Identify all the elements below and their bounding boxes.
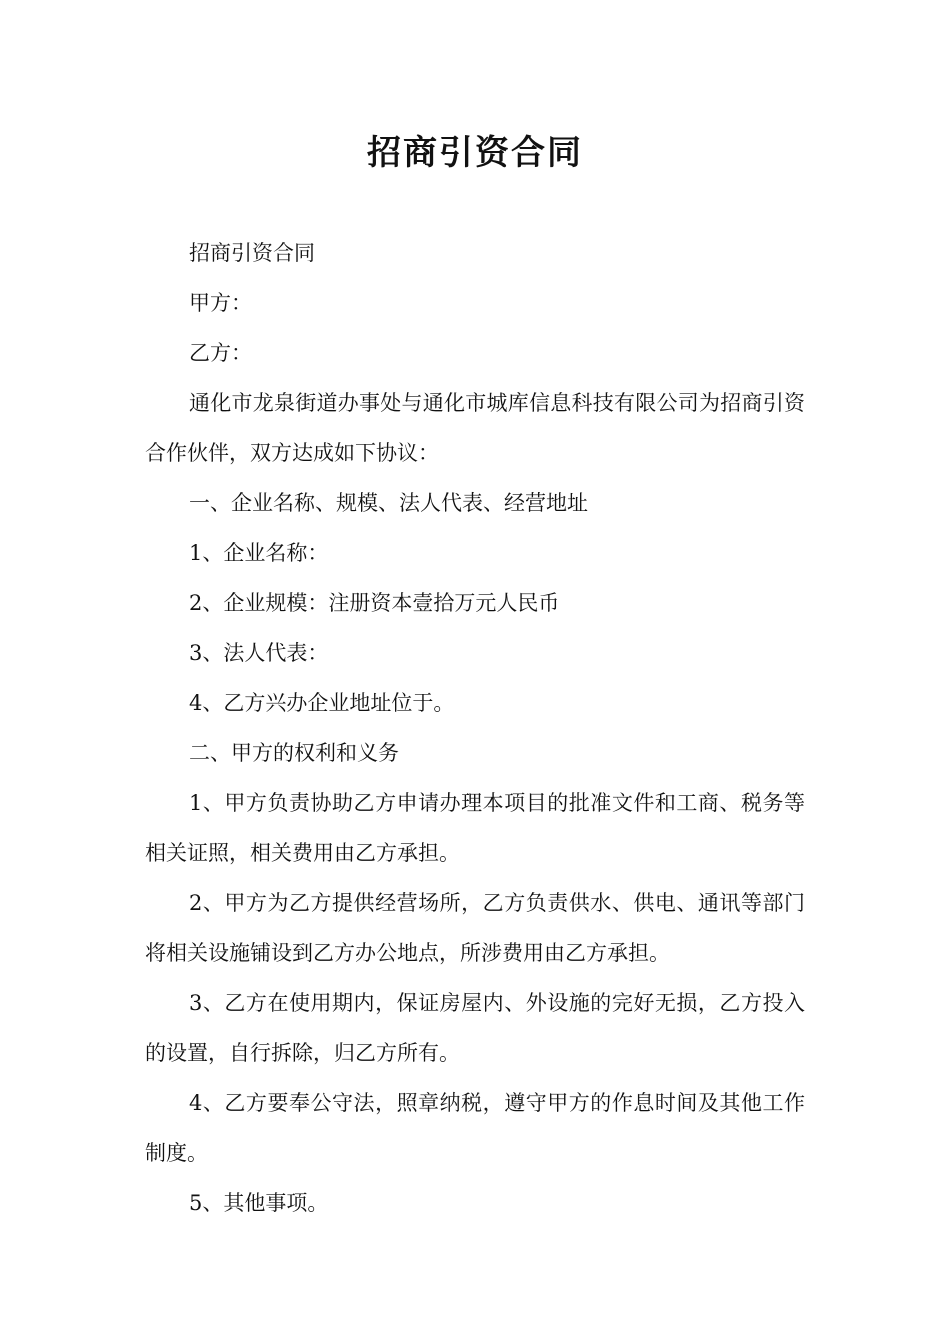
clause-2-1: 1、甲方负责协助乙方申请办理本项目的批准文件和工商、税务等相关证照，相关费用由乙方承担。	[145, 791, 805, 865]
document-title: 招商引资合同	[367, 133, 583, 173]
clause-2-3: 3、乙方在使用期内，保证房屋内、外设施的完好无损，乙方投入的设置，自行拆除，归乙方所有。	[145, 991, 805, 1065]
clause-1-4: 4、乙方兴办企业地址位于。	[189, 691, 455, 715]
document-body	[145, 228, 805, 1228]
clause-1-2: 2、企业规模：注册资本壹拾万元人民币	[189, 591, 560, 615]
section-heading-1: 一、企业名称、规模、法人代表、经营地址	[189, 491, 588, 515]
paragraph-subtitle: 招商引资合同	[189, 241, 315, 265]
clause-1-3: 3、法人代表：	[189, 641, 329, 665]
paragraph-party-a: 甲方：	[189, 291, 252, 315]
clause-2-5: 5、其他事项。	[189, 1191, 329, 1215]
paragraph-intro: 通化市龙泉街道办事处与通化市城库信息科技有限公司为招商引资合作伙伴，双方达成如下协议：	[145, 391, 805, 465]
clause-2-4: 4、乙方要奉公守法，照章纳税，遵守甲方的作息时间及其他工作制度。	[145, 1091, 805, 1165]
section-heading-2: 二、甲方的权利和义务	[189, 741, 399, 765]
paragraph-party-b: 乙方：	[189, 341, 252, 365]
clause-1-1: 1、企业名称：	[189, 541, 329, 565]
clause-2-2: 2、甲方为乙方提供经营场所，乙方负责供水、供电、通讯等部门将相关设施铺设到乙方办公地点，所涉费用由乙方承担。	[145, 891, 805, 965]
